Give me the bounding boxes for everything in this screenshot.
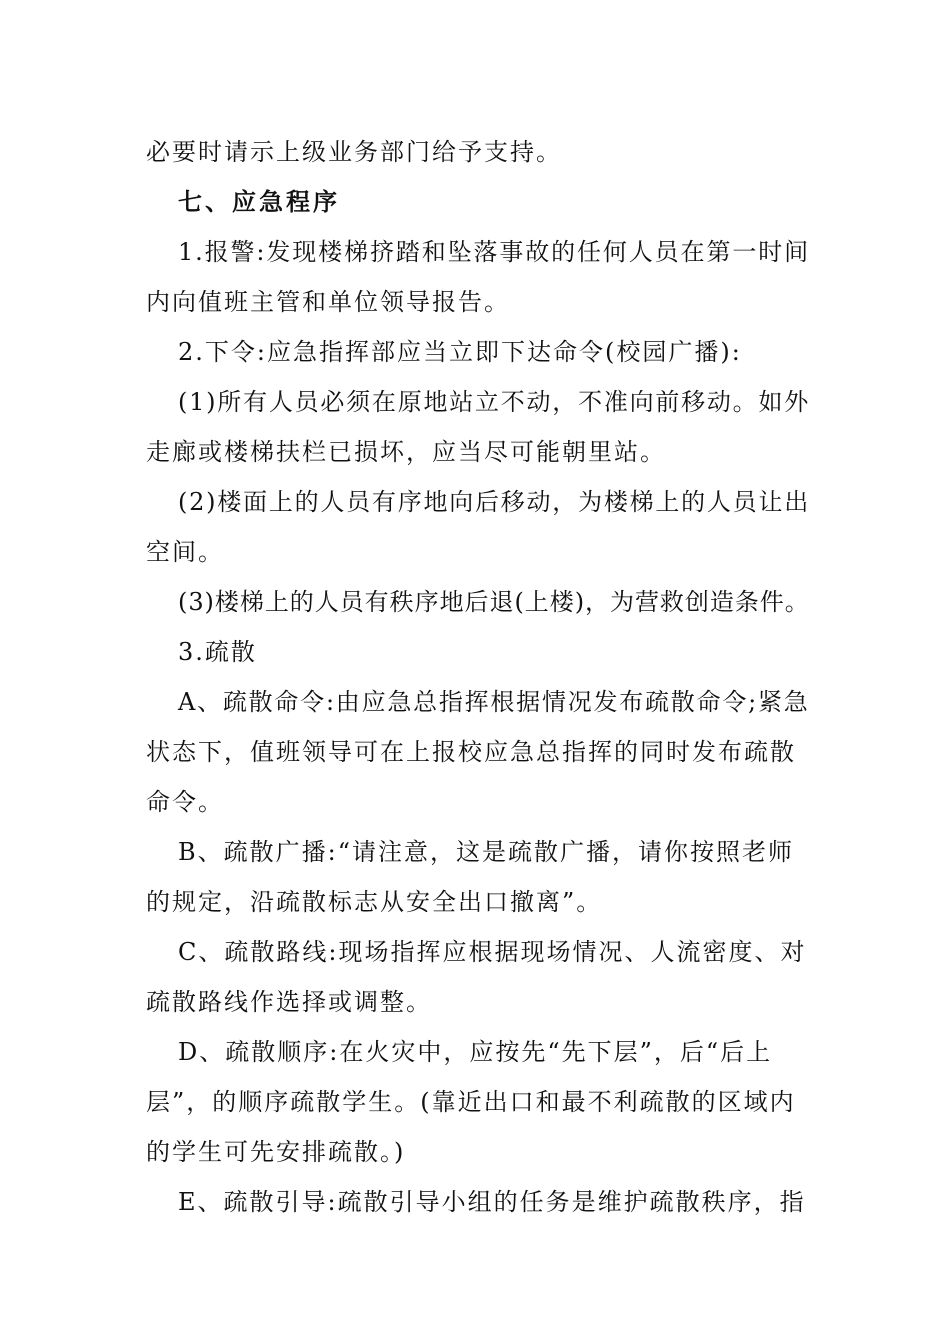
text-line: E、疏散引导:疏散引导小组的任务是维护疏散秩序，指 [178, 1188, 806, 1216]
text-line: 的学生可先安排疏散。) [146, 1138, 406, 1166]
text-line: (3)楼梯上的人员有秩序地后退(上楼)，为营救创造条件。 [178, 588, 810, 616]
text-line: D、疏散顺序:在火灾中，应按先“先下层”，后“后上 [178, 1038, 773, 1066]
text-line: 命令。 [146, 788, 224, 816]
text-line: (1)所有人员必须在原地站立不动，不准向前移动。如外 [178, 388, 810, 416]
text-line: C、疏散路线:现场指挥应根据现场情况、人流密度、对 [178, 938, 807, 966]
text-line: B、疏散广播:“请注意，这是疏散广播，请你按照老师 [178, 838, 794, 866]
text-line: 层”，的顺序疏散学生。(靠近出口和最不利疏散的区域内 [146, 1088, 796, 1116]
text-line: 1.报警:发现楼梯挤踏和坠落事故的任何人员在第一时间 [178, 238, 810, 266]
text-line: 疏散路线作选择或调整。 [146, 988, 432, 1016]
text-line: 空间。 [146, 538, 224, 566]
text-line: 必要时请示上级业务部门给予支持。 [146, 138, 562, 166]
section-heading: 七、应急程序 [178, 188, 340, 216]
text-line: (2)楼面上的人员有序地向后移动，为楼梯上的人员让出 [178, 488, 810, 516]
text-line: 走廊或楼梯扶栏已损坏，应当尽可能朝里站。 [146, 438, 666, 466]
text-line: 状态下，值班领导可在上报校应急总指挥的同时发布疏散 [146, 738, 796, 766]
text-line: 内向值班主管和单位领导报告。 [146, 288, 510, 316]
text-line: 3.疏散 [178, 638, 257, 666]
text-line: 的规定，沿疏散标志从安全出口撤离”。 [146, 888, 603, 916]
text-line: A、疏散命令:由应急总指挥根据情况发布疏散命令;紧急 [178, 688, 810, 716]
text-line: 2.下令:应急指挥部应当立即下达命令(校园广播): [178, 338, 742, 366]
